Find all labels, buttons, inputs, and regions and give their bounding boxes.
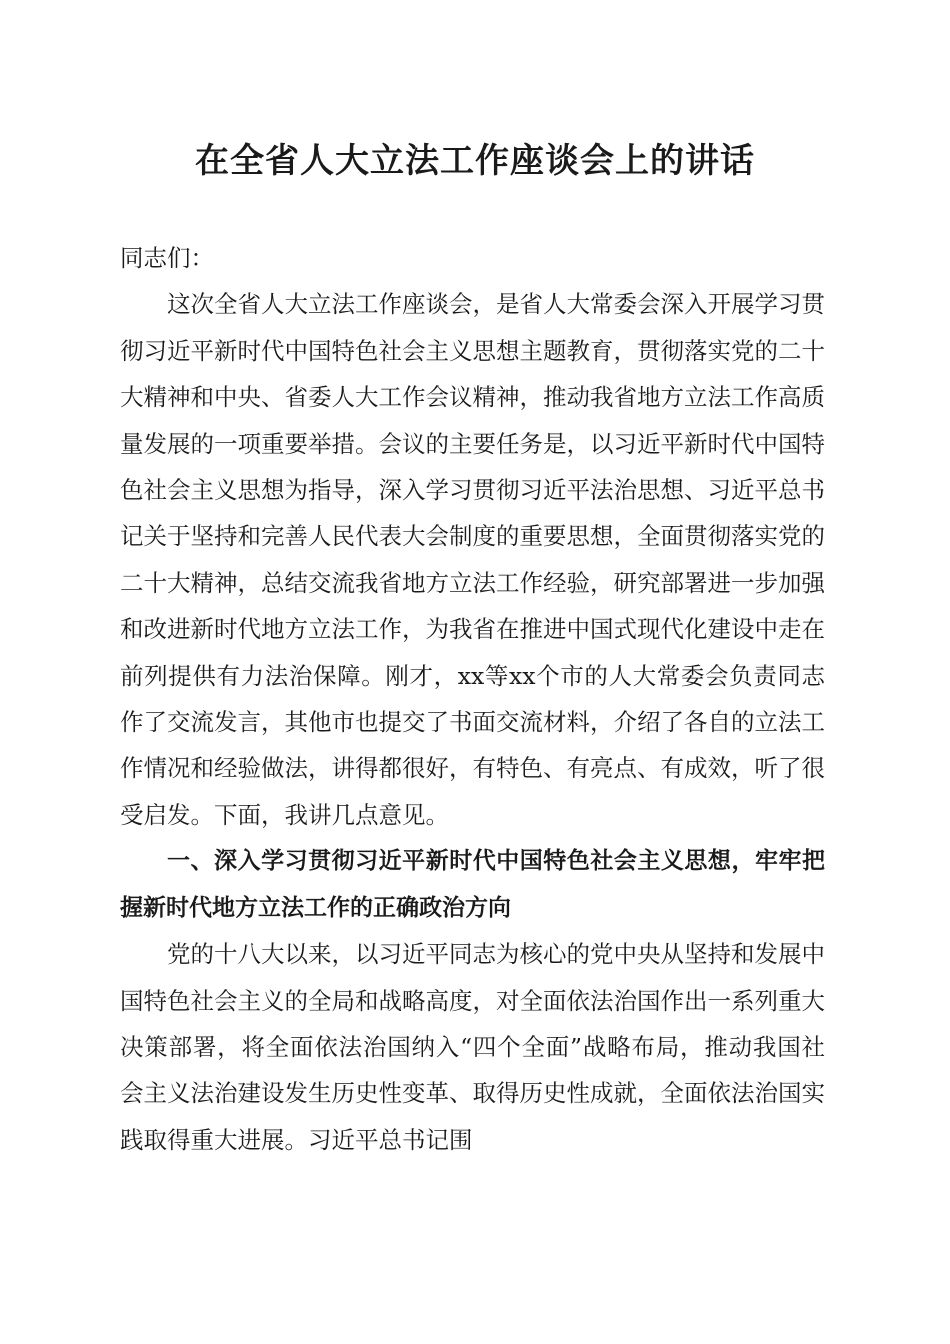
document-body: [120, 235, 825, 1163]
salutation: 同志们：: [120, 244, 214, 272]
document-title: 在全省人大立法工作座谈会上的讲话: [195, 141, 755, 181]
paragraph-section-1: 党的十八大以来，以习近平同志为核心的党中央从坚持和发展中国特色社会主义的全局和战略高度，对全面依法治国作出一系列重大决策部署，将全面依法治国纳入“四个全面”战略布局，推动我国社会主义法治建设发生历史性变革、取得历史性成就，全面依法治国实践取得重大进展。习近平总书记围: [120, 940, 825, 1154]
paragraph-intro: 这次全省人大立法工作座谈会，是省人大常委会深入开展学习贯彻习近平新时代中国特色社会主义思想主题教育，贯彻落实党的二十大精神和中央、省委人大工作会议精神，推动我省地方立法工作高质量发展的一项重要举措。会议的主要任务是，以习近平新时代中国特色社会主义思想为指导，深入学习贯彻习近平法治思想、习近平总书记关于坚持和完善人民代表大会制度的重要思想，全面贯彻落实党的二十大精神，总结交流我省地方立法工作经验，研究部署进一步加强和改进新时代地方立法工作，为我省在推进中国式现代化建设中走在前列提供有力法治保障。刚才，xx等xx个市的人大常委会负责同志作了交流发言，其他市也提交了书面交流材料，介绍了各自的立法工作情况和经验做法，讲得都很好，有特色、有亮点、有成效，听了很受启发。下面，我讲几点意见。: [120, 290, 825, 829]
section-heading: 一、深入学习贯彻习近平新时代中国特色社会主义思想，牢牢把握新时代地方立法工作的正确政治方向: [120, 848, 825, 921]
